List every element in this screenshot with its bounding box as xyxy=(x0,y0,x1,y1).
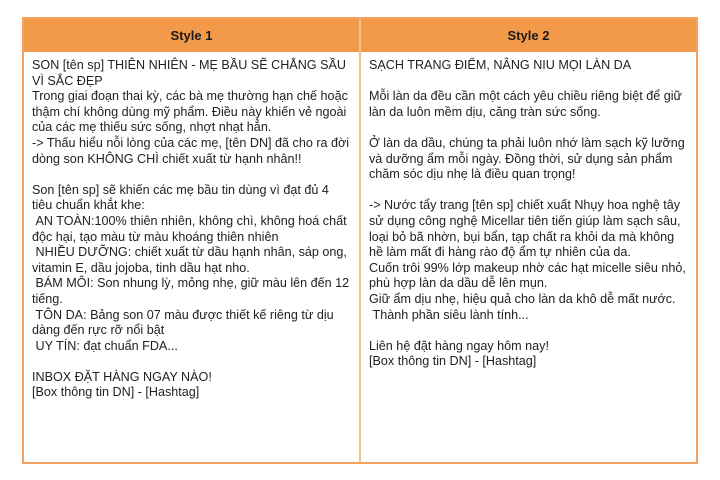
header-style-1: Style 1 xyxy=(24,19,361,52)
table-header-row xyxy=(24,19,696,52)
style-1-content: SON [tên sp] THIÊN NHIÊN - MẸ BẦU SẼ CHẲNG SẦU VÌ SẮC ĐẸP Trong giai đoạn thai kỳ, các bà mẹ thường hạn chế hoặc thậm chí không dùng mỹ phẩm. Điều này khiến vẻ ngoài của các mẹ thiếu sức sống, nhợt nhạt hẳn. -> Thấu hiểu nỗi lòng của các mẹ, [tên DN] đã cho ra đời dòng son KHÔNG CHÌ chiết xuất từ hạnh nhân!! Son [tên sp] sẽ khiến các mẹ bầu tin dùng vì đạt đủ 4 tiêu chuẩn khắt khe: AN TOÀN:100% thiên nhiên, không chì, không hoá chất độc hại, tạo màu từ màu khoáng thiên nhiên NHIỀU DƯỠNG: chiết xuất từ dầu hạnh nhân, sáp ong, vitamin E, dầu jojoba, tinh dầu hạt nho. BÁM MÔI: Son nhung lỳ, mỏng nhẹ, giữ màu lên đến 12 tiếng. TÔN DA: Bảng son 07 màu được thiết kế riêng từ dịu dàng đến rực rỡ nổi bật UY TÍN: đạt chuẩn FDA... INBOX ĐẶT HÀNG NGAY NÀO! [Box thông tin DN] - [Hashtag] xyxy=(24,52,361,462)
header-style-2: Style 2 xyxy=(507,28,550,43)
style-2-content: SẠCH TRANG ĐIỂM, NÂNG NIU MỌI LÀN DA Mỗi làn da đều cần một cách yêu chiều riêng biệt để giữ làn da luôn mềm dịu, căng tràn sức sống. Ở làn da dầu, chúng ta phải luôn nhớ làm sạch kỹ lưỡng và dưỡng ẩm mỗi ngày. Đồng thời, sử dụng sản phẩm chăm sóc dịu nhẹ là điều quan trọng! -> Nước tẩy trang [tên sp] chiết xuất Nhụy hoa nghệ tây sử dụng công nghệ Micellar tiên tiến giúp làm sạch sâu, loại bỏ bã nhờn, bụi bẩn, tạp chất ra khỏi da mà không hề làm mất đi hàng rào độ ẩm tự nhiên của da. Cuốn trôi 99% lớp makeup nhờ các hạt micelle siêu nhỏ, phù hợp làn da dầu dễ lên mụn. Giữ ẩm dịu nhẹ, hiệu quả cho làn da khô dễ mất nước. Thành phần siêu lành tính... Liên hệ đặt hàng ngay hôm nay! [Box thông tin DN] - [Hashtag] xyxy=(369,58,686,369)
table-body-row xyxy=(24,52,696,462)
comparison-table xyxy=(22,17,698,464)
